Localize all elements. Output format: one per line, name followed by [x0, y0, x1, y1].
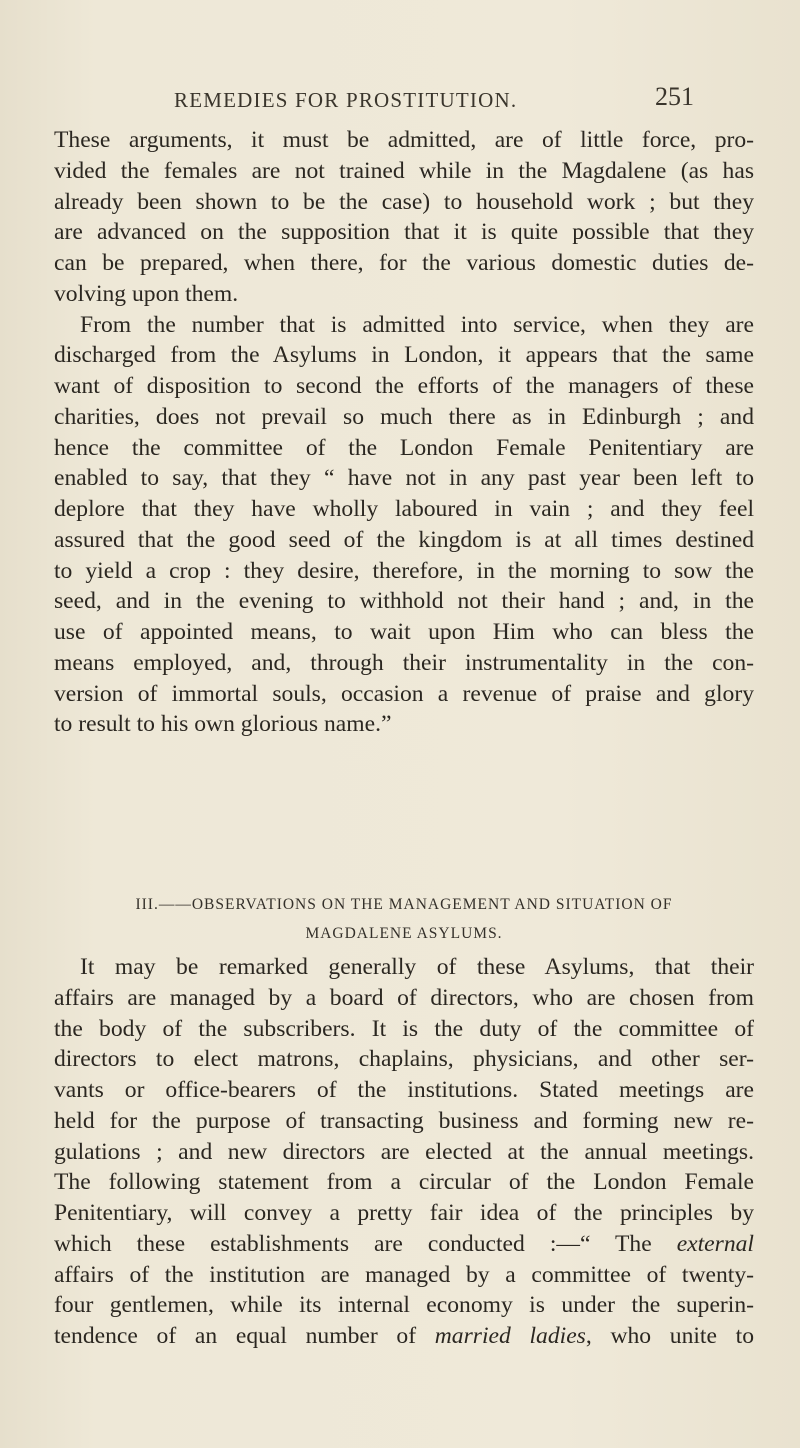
- text-line: The following statement from a circular of the London Female: [54, 1169, 754, 1196]
- paragraph-three: [54, 952, 754, 1352]
- text-line: already been shown to be the case) to household work ; but they: [54, 188, 754, 215]
- running-head: REMEDIES FOR PROSTITUTION.: [174, 88, 518, 112]
- text-line: directors to elect matrons, chaplains, physicians, and other ser-: [54, 1046, 754, 1073]
- text-line: seed, and in the evening to withhold not their hand ; and, in the: [54, 588, 754, 615]
- text-line: hence the committee of the London Female Penitentiary are: [54, 434, 754, 461]
- italic-text: married ladies: [434, 1323, 586, 1349]
- text-line: From the number that is admitted into service, when they are: [80, 311, 754, 338]
- text-line: are advanced on the supposition that it is quite possible that they: [54, 219, 754, 246]
- text-line: assured that the good seed of the kingdom is at all times destined: [54, 526, 754, 553]
- text-line: to yield a crop : they desire, therefore, in the morning to sow the: [54, 557, 754, 584]
- text-line: held for the purpose of transacting business and forming new re-: [54, 1107, 754, 1134]
- text-line: These arguments, it must be admitted, are of little force, pro-: [54, 127, 754, 153]
- text-line: use of appointed means, to wait upon Him who can bless the: [54, 619, 754, 645]
- text-line: want of disposition to second the efforts of the managers of these: [54, 373, 754, 399]
- text-segment: , who unite to: [585, 1323, 754, 1349]
- text-line: the body of the subscribers. It is the duty of the committee of: [54, 1015, 754, 1042]
- text-segment: tendence of an equal number of: [54, 1323, 435, 1349]
- italic-text: external: [676, 1230, 754, 1257]
- paragraph-one: [54, 125, 754, 740]
- text-line: four gentlemen, while its internal economy is under the superin-: [54, 1292, 754, 1319]
- page-number: 251: [655, 82, 694, 111]
- text-line: affairs of the institution are managed by a committee of twenty-: [54, 1261, 754, 1288]
- text-line: volving upon them.: [54, 280, 239, 307]
- text-line: It may be remarked generally of these Asylums, that their: [80, 954, 754, 980]
- text-line: gulations ; and new directors are elected at the annual meetings.: [54, 1138, 754, 1165]
- text-line: version of immortal souls, occasion a revenue of praise and glory: [54, 680, 754, 707]
- text-line-with-italic: [54, 1229, 754, 1260]
- text-segment: which these establishments are conducted :—“ The: [54, 1230, 677, 1257]
- text-line: Penitentiary, will convey a pretty fair idea of the principles by: [54, 1200, 754, 1226]
- section-heading: [54, 890, 754, 948]
- text-line-with-italic: [54, 1321, 754, 1352]
- text-line: deplore that they have wholly laboured in vain ; and they feel: [54, 496, 754, 522]
- text-line: means employed, and, through their instrumentality in the con-: [54, 649, 754, 676]
- page-header: [174, 82, 694, 128]
- text-line: charities, does not prevail so much there as in Edinburgh ; and: [54, 403, 754, 430]
- text-line: to result to his own glorious name.”: [54, 711, 392, 738]
- text-line: vided the females are not trained while in the Magdalene (as has: [54, 157, 754, 184]
- text-line: enabled to say, that they “ have not in any past year been left to: [54, 465, 754, 492]
- section-heading-line: III.——OBSERVATIONS ON THE MANAGEMENT AND SITUATION OF: [135, 896, 673, 913]
- text-line: discharged from the Asylums in London, it appears that the same: [54, 342, 754, 369]
- text-line: affairs are managed by a board of directors, who are chosen from: [54, 984, 754, 1011]
- section-heading-line: MAGDALENE ASYLUMS.: [305, 925, 503, 942]
- text-line: vants or office-bearers of the institutions. Stated meetings are: [54, 1077, 754, 1103]
- text-line: can be prepared, when there, for the various domestic duties de-: [54, 250, 754, 276]
